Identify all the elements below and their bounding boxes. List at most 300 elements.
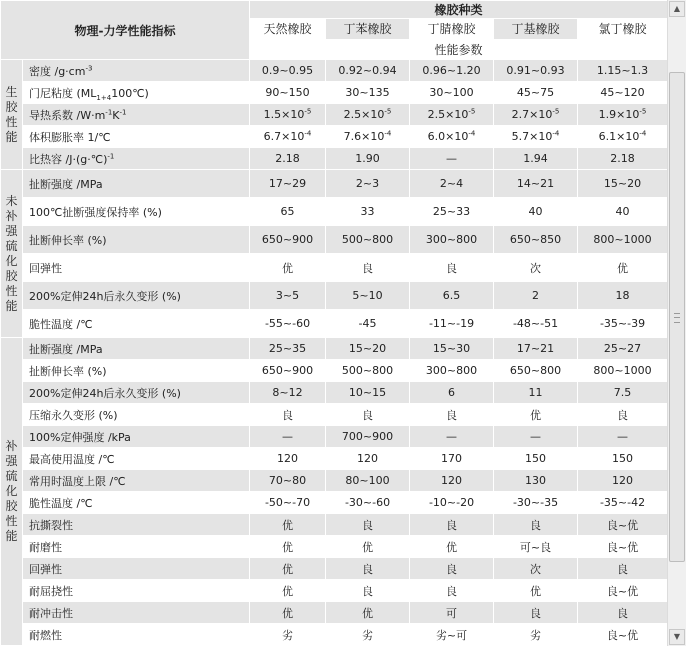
value-cell bbox=[410, 536, 494, 558]
value-text: -10~-20 bbox=[428, 496, 475, 509]
value-text: 150 bbox=[612, 452, 634, 465]
value-text: 良 bbox=[362, 584, 374, 598]
value-cell bbox=[326, 226, 410, 254]
header-row bbox=[1, 1, 668, 19]
value-text: 优 bbox=[446, 540, 458, 554]
table-row bbox=[1, 170, 668, 198]
value-cell bbox=[250, 310, 326, 338]
value-text: 0.91~0.93 bbox=[506, 64, 565, 77]
value-text: 优 bbox=[282, 261, 294, 275]
value-text: 良 bbox=[446, 408, 458, 422]
value-cell bbox=[326, 448, 410, 470]
value-text: 良 bbox=[446, 261, 458, 275]
value-cell bbox=[326, 148, 410, 170]
value-text: 120 bbox=[441, 474, 463, 487]
property-label bbox=[23, 514, 250, 536]
value-cell bbox=[578, 198, 667, 226]
value-text: 良 bbox=[446, 518, 458, 532]
value-cell bbox=[250, 602, 326, 624]
value-cell bbox=[410, 282, 494, 310]
value-text: 6.7×10 bbox=[263, 130, 305, 143]
value-text: 良 bbox=[617, 408, 629, 422]
value-text: 700~900 bbox=[341, 430, 394, 443]
value-cell bbox=[410, 558, 494, 580]
value-cell bbox=[250, 624, 326, 646]
table-row bbox=[1, 282, 668, 310]
value-text: 120 bbox=[612, 474, 634, 487]
value-cell bbox=[578, 170, 667, 198]
value-cell bbox=[578, 624, 667, 646]
value-text: 良~优 bbox=[606, 540, 639, 554]
property-label bbox=[23, 382, 250, 404]
table-row bbox=[1, 536, 668, 558]
value-text: 2 bbox=[532, 289, 540, 302]
property-label-text: 扯断伸长率 (%) bbox=[29, 233, 107, 247]
value-cell bbox=[494, 492, 578, 514]
grip-icon bbox=[674, 313, 680, 323]
property-label-text: 脆性温度 /℃ bbox=[29, 317, 93, 331]
value-cell bbox=[578, 426, 667, 448]
value-cell bbox=[494, 282, 578, 310]
value-text: 优 bbox=[530, 584, 542, 598]
value-text: 0.9~0.95 bbox=[261, 64, 314, 77]
value-text: 可~良 bbox=[519, 540, 552, 554]
table-row bbox=[1, 310, 668, 338]
value-text: 650~900 bbox=[261, 364, 314, 377]
property-label bbox=[23, 536, 250, 558]
property-label-text: 比热容 /J·(g·℃) bbox=[29, 152, 108, 166]
rubber-type-header: 橡胶种类 bbox=[250, 1, 667, 19]
prop-title-cell: 物理-力学性能指标 bbox=[1, 1, 250, 60]
value-text: — bbox=[446, 152, 458, 165]
value-cell bbox=[410, 448, 494, 470]
value-cell bbox=[326, 492, 410, 514]
value-text: 45~120 bbox=[600, 86, 645, 99]
value-text: 1.5×10 bbox=[263, 108, 305, 121]
rubber-name-header: 丁腈橡胶 bbox=[410, 19, 494, 39]
value-cell bbox=[250, 426, 326, 448]
value-cell bbox=[494, 470, 578, 492]
value-cell bbox=[250, 126, 326, 148]
property-label bbox=[23, 492, 250, 514]
property-label-text: 导热系数 /W·m bbox=[29, 108, 106, 122]
value-text: 90~150 bbox=[265, 86, 310, 99]
value-text: 良 bbox=[617, 606, 629, 620]
property-label-text: 100℃扯断强度保持率 (%) bbox=[29, 205, 162, 219]
value-cell bbox=[250, 580, 326, 602]
value-cell bbox=[410, 198, 494, 226]
value-text: 可 bbox=[446, 606, 458, 620]
value-text: 优 bbox=[362, 606, 374, 620]
value-cell bbox=[410, 148, 494, 170]
property-superscript: -1 bbox=[107, 151, 115, 160]
property-label bbox=[23, 170, 250, 198]
section-label-reinforced: 补强硫化胶性能 bbox=[1, 338, 23, 646]
value-cell bbox=[410, 602, 494, 624]
value-cell bbox=[494, 360, 578, 382]
value-cell bbox=[578, 104, 667, 126]
property-label bbox=[23, 580, 250, 602]
value-cell bbox=[410, 624, 494, 646]
property-label-text: 回弹性 bbox=[29, 562, 62, 576]
value-cell bbox=[578, 126, 667, 148]
value-text: 18 bbox=[615, 289, 630, 302]
table-row bbox=[1, 382, 668, 404]
value-cell bbox=[410, 170, 494, 198]
value-cell bbox=[494, 60, 578, 82]
value-text: -35~-39 bbox=[599, 317, 646, 330]
table-row bbox=[1, 492, 668, 514]
value-text: 2.5×10 bbox=[343, 108, 385, 121]
value-text: 优 bbox=[282, 518, 294, 532]
value-text: -11~-19 bbox=[428, 317, 475, 330]
value-text: 优 bbox=[282, 584, 294, 598]
value-text: 40 bbox=[615, 205, 630, 218]
property-superscript: -3 bbox=[85, 63, 93, 72]
value-text: 2.7×10 bbox=[511, 108, 553, 121]
value-cell bbox=[326, 382, 410, 404]
table-row bbox=[1, 580, 668, 602]
property-label bbox=[23, 104, 250, 126]
value-text: 650~850 bbox=[509, 233, 562, 246]
value-cell bbox=[578, 226, 667, 254]
value-text: 优 bbox=[530, 408, 542, 422]
value-cell bbox=[250, 492, 326, 514]
property-label-text: 200%定伸24h后永久变形 (%) bbox=[29, 289, 181, 303]
value-text: 25~33 bbox=[432, 205, 471, 218]
section-label-unreinforced: 未补强硫化胶性能 bbox=[1, 170, 23, 338]
value-text: 150 bbox=[525, 452, 547, 465]
value-cell bbox=[578, 580, 667, 602]
value-text: 30~100 bbox=[429, 86, 474, 99]
property-label bbox=[23, 310, 250, 338]
value-text: 70~80 bbox=[268, 474, 307, 487]
value-text: -30~-60 bbox=[344, 496, 391, 509]
value-cell bbox=[578, 448, 667, 470]
property-label-text: 耐磨性 bbox=[29, 540, 62, 554]
rubber-name-header: 氯丁橡胶 bbox=[578, 19, 667, 39]
value-text: 1.90 bbox=[355, 152, 380, 165]
value-exponent: -4 bbox=[468, 129, 476, 138]
property-label-text: 100%定伸强度 /kPa bbox=[29, 430, 131, 444]
value-cell bbox=[326, 254, 410, 282]
property-label-text: 扯断强度 /MPa bbox=[29, 342, 103, 356]
value-text: -30~-35 bbox=[512, 496, 559, 509]
value-text: 14~21 bbox=[516, 177, 555, 190]
value-cell bbox=[326, 514, 410, 536]
value-cell bbox=[250, 60, 326, 82]
value-exponent: -5 bbox=[639, 107, 647, 116]
property-label bbox=[23, 338, 250, 360]
value-cell bbox=[578, 60, 667, 82]
value-text: 良 bbox=[362, 518, 374, 532]
value-cell bbox=[410, 492, 494, 514]
value-text: 良 bbox=[446, 562, 458, 576]
value-cell bbox=[410, 338, 494, 360]
value-cell bbox=[578, 310, 667, 338]
scroll-thumb[interactable] bbox=[669, 72, 685, 562]
value-cell bbox=[578, 338, 667, 360]
value-text: -48~-51 bbox=[512, 317, 559, 330]
value-cell bbox=[494, 448, 578, 470]
value-text: 300~800 bbox=[425, 233, 478, 246]
property-label bbox=[23, 426, 250, 448]
value-exponent: -4 bbox=[384, 129, 392, 138]
table-row bbox=[1, 126, 668, 148]
property-label bbox=[23, 198, 250, 226]
value-cell bbox=[250, 470, 326, 492]
value-cell bbox=[326, 104, 410, 126]
rubber-name-header: 丁基橡胶 bbox=[494, 19, 578, 39]
property-label-text: 扯断强度 /MPa bbox=[29, 177, 103, 191]
table-row bbox=[1, 254, 668, 282]
value-text: 300~800 bbox=[425, 364, 478, 377]
value-text: 25~27 bbox=[603, 342, 642, 355]
value-text: 15~20 bbox=[603, 177, 642, 190]
value-text: 25~35 bbox=[268, 342, 307, 355]
value-text: 30~135 bbox=[345, 86, 390, 99]
value-text: -55~-60 bbox=[264, 317, 311, 330]
value-cell bbox=[250, 360, 326, 382]
value-text: 0.96~1.20 bbox=[422, 64, 481, 77]
value-exponent: -4 bbox=[304, 129, 312, 138]
value-cell bbox=[578, 492, 667, 514]
property-label-text: 扯断伸长率 (%) bbox=[29, 364, 107, 378]
value-cell bbox=[578, 514, 667, 536]
value-cell bbox=[250, 198, 326, 226]
property-label bbox=[23, 226, 250, 254]
value-text: — bbox=[530, 430, 542, 443]
value-text: 2.18 bbox=[610, 152, 635, 165]
value-text: 7.6×10 bbox=[343, 130, 385, 143]
value-text: 10~15 bbox=[348, 386, 387, 399]
value-text: 2~3 bbox=[355, 177, 380, 190]
value-cell bbox=[250, 254, 326, 282]
property-label-text: 耐冲击性 bbox=[29, 606, 73, 620]
table-row bbox=[1, 558, 668, 580]
value-cell bbox=[578, 558, 667, 580]
value-text: — bbox=[446, 430, 458, 443]
value-cell bbox=[494, 404, 578, 426]
table-row bbox=[1, 624, 668, 646]
value-cell bbox=[494, 104, 578, 126]
value-text: 良~优 bbox=[606, 518, 639, 532]
value-text: 优 bbox=[282, 606, 294, 620]
value-cell bbox=[578, 360, 667, 382]
property-superscript: -1 bbox=[119, 107, 127, 116]
value-cell bbox=[494, 514, 578, 536]
value-cell bbox=[410, 254, 494, 282]
section-label-raw: 生胶性能 bbox=[1, 60, 23, 170]
value-text: 1.94 bbox=[523, 152, 548, 165]
property-suffix: 100℃) bbox=[111, 86, 149, 100]
value-exponent: -5 bbox=[304, 107, 312, 116]
value-text: 11 bbox=[528, 386, 543, 399]
value-cell bbox=[410, 470, 494, 492]
value-text: 120 bbox=[357, 452, 379, 465]
value-text: 8~12 bbox=[272, 386, 303, 399]
value-cell bbox=[250, 514, 326, 536]
value-cell bbox=[250, 382, 326, 404]
value-text: 17~21 bbox=[516, 342, 555, 355]
value-cell bbox=[410, 514, 494, 536]
value-exponent: -5 bbox=[384, 107, 392, 116]
value-cell bbox=[250, 82, 326, 104]
value-text: -50~-70 bbox=[264, 496, 311, 509]
value-text: 5~10 bbox=[352, 289, 383, 302]
value-cell bbox=[250, 448, 326, 470]
property-label bbox=[23, 148, 250, 170]
property-unit: K bbox=[112, 108, 120, 122]
value-cell bbox=[250, 148, 326, 170]
value-cell bbox=[410, 426, 494, 448]
property-label bbox=[23, 558, 250, 580]
table-row bbox=[1, 60, 668, 82]
property-label-text: 200%定伸24h后永久变形 (%) bbox=[29, 386, 181, 400]
value-cell bbox=[326, 624, 410, 646]
value-cell bbox=[410, 580, 494, 602]
value-cell bbox=[250, 404, 326, 426]
property-label-text: 脆性温度 /℃ bbox=[29, 496, 93, 510]
value-text: 良 bbox=[362, 562, 374, 576]
value-cell bbox=[578, 536, 667, 558]
value-text: 650~900 bbox=[261, 233, 314, 246]
property-label-text: 最高使用温度 /℃ bbox=[29, 452, 115, 466]
value-text: 6.1×10 bbox=[598, 130, 640, 143]
value-text: 80~100 bbox=[345, 474, 390, 487]
value-cell bbox=[494, 536, 578, 558]
rubber-name-header: 丁苯橡胶 bbox=[326, 19, 410, 39]
table-row bbox=[1, 404, 668, 426]
value-text: 优 bbox=[362, 540, 374, 554]
value-cell bbox=[326, 426, 410, 448]
property-label bbox=[23, 624, 250, 646]
table-row bbox=[1, 226, 668, 254]
value-cell bbox=[250, 536, 326, 558]
table-row bbox=[1, 426, 668, 448]
property-label bbox=[23, 470, 250, 492]
value-text: 劣 bbox=[362, 628, 374, 642]
property-label bbox=[23, 448, 250, 470]
value-text: 3~5 bbox=[275, 289, 300, 302]
table-row bbox=[1, 104, 668, 126]
value-cell bbox=[410, 60, 494, 82]
value-text: 1.9×10 bbox=[598, 108, 640, 121]
value-text: -35~-42 bbox=[599, 496, 646, 509]
value-cell bbox=[326, 580, 410, 602]
value-text: 良 bbox=[446, 584, 458, 598]
value-text: — bbox=[617, 430, 629, 443]
property-label bbox=[23, 254, 250, 282]
value-text: 良 bbox=[530, 518, 542, 532]
value-cell bbox=[494, 580, 578, 602]
value-cell bbox=[494, 198, 578, 226]
value-text: 劣 bbox=[282, 628, 294, 642]
property-label-text: 抗撕裂性 bbox=[29, 518, 73, 532]
value-text: 15~20 bbox=[348, 342, 387, 355]
value-text: 良 bbox=[282, 408, 294, 422]
property-label-text: 常用时温度上限 /℃ bbox=[29, 474, 126, 488]
value-text: 120 bbox=[277, 452, 299, 465]
value-cell bbox=[494, 602, 578, 624]
value-text: 40 bbox=[528, 205, 543, 218]
table-row bbox=[1, 360, 668, 382]
value-cell bbox=[578, 82, 667, 104]
scroll-up-button[interactable]: ▲ bbox=[669, 1, 685, 17]
property-label-text: 压缩永久变形 (%) bbox=[29, 408, 118, 422]
value-text: 次 bbox=[530, 261, 542, 275]
value-cell bbox=[326, 536, 410, 558]
value-text: 1.15~1.3 bbox=[596, 64, 649, 77]
value-text: 6 bbox=[448, 386, 456, 399]
value-text: 劣~可 bbox=[435, 628, 468, 642]
value-cell bbox=[494, 558, 578, 580]
property-label-text: 门尼粘度 (ML bbox=[29, 86, 97, 100]
value-exponent: -5 bbox=[468, 107, 476, 116]
value-text: 500~800 bbox=[341, 233, 394, 246]
value-cell bbox=[326, 60, 410, 82]
value-text: 2.18 bbox=[275, 152, 300, 165]
value-text: 800~1000 bbox=[593, 233, 652, 246]
property-label bbox=[23, 360, 250, 382]
property-subscript: 1+4 bbox=[96, 93, 112, 102]
value-text: 劣 bbox=[530, 628, 542, 642]
value-cell bbox=[410, 82, 494, 104]
table-row bbox=[1, 338, 668, 360]
value-text: 170 bbox=[441, 452, 463, 465]
value-cell bbox=[494, 148, 578, 170]
value-cell bbox=[326, 198, 410, 226]
value-text: — bbox=[282, 430, 294, 443]
value-text: 良~优 bbox=[606, 628, 639, 642]
value-text: 45~75 bbox=[516, 86, 555, 99]
value-cell bbox=[494, 624, 578, 646]
value-cell bbox=[326, 310, 410, 338]
value-text: -45 bbox=[358, 317, 377, 330]
value-text: 17~29 bbox=[268, 177, 307, 190]
value-cell bbox=[494, 82, 578, 104]
value-text: 15~30 bbox=[432, 342, 471, 355]
table-row bbox=[1, 602, 668, 624]
table-row bbox=[1, 470, 668, 492]
scroll-down-button[interactable]: ▼ bbox=[669, 629, 685, 645]
vertical-scrollbar[interactable] bbox=[667, 0, 686, 646]
value-text: 33 bbox=[360, 205, 375, 218]
value-cell bbox=[578, 282, 667, 310]
value-text: 优 bbox=[282, 562, 294, 576]
value-text: 0.92~0.94 bbox=[338, 64, 397, 77]
value-cell bbox=[578, 404, 667, 426]
value-cell bbox=[494, 382, 578, 404]
value-cell bbox=[494, 338, 578, 360]
value-cell bbox=[326, 558, 410, 580]
property-label-text: 耐燃性 bbox=[29, 628, 62, 642]
value-text: 次 bbox=[530, 562, 542, 576]
value-cell bbox=[410, 226, 494, 254]
value-cell bbox=[326, 126, 410, 148]
value-cell bbox=[578, 148, 667, 170]
value-cell bbox=[326, 338, 410, 360]
value-cell bbox=[326, 360, 410, 382]
property-label bbox=[23, 82, 250, 104]
value-cell bbox=[410, 126, 494, 148]
value-text: 5.7×10 bbox=[511, 130, 553, 143]
value-cell bbox=[578, 602, 667, 624]
property-label bbox=[23, 602, 250, 624]
value-cell bbox=[326, 470, 410, 492]
value-cell bbox=[250, 226, 326, 254]
value-text: 6.0×10 bbox=[427, 130, 469, 143]
